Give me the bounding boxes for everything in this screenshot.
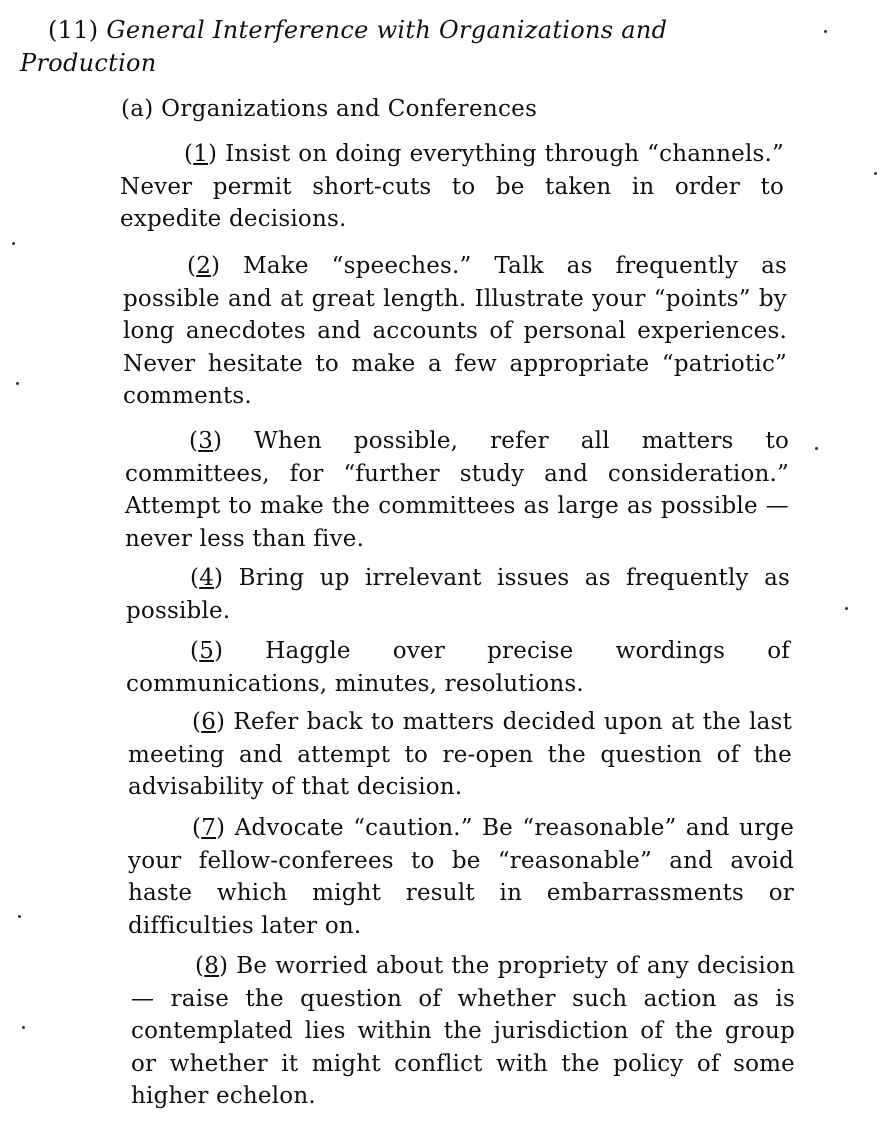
item-number: 1 <box>193 141 209 167</box>
list-item: (4) Bring up irrelevant issues as frequently as possible. <box>126 565 790 624</box>
scan-speck <box>845 607 848 610</box>
scan-speck <box>874 172 877 175</box>
item-text: Make “speeches.” Talk as frequently as possible and at great length. Illustrate your “points” by long anecdotes and accounts of personal experiences. Never hesitate to make a few appropriate “patriotic” comments. <box>123 253 787 409</box>
list-item: (8) Be worried about the propriety of any decision — raise the question of whether such action as is contemplated lies within the jurisdiction of the group or whether it might conflict with the policy of some higher echelon. <box>131 953 796 1109</box>
list-item: (3) When possible, refer all matters to committees, for “further study and consideration.” Attempt to make the committees as large as possible — never less than five. <box>125 428 790 552</box>
scan-speck <box>12 242 15 245</box>
item-number: 4 <box>199 565 215 591</box>
item-text: Haggle over precise wordings of communications, minutes, resolutions. <box>126 638 790 697</box>
section-number: (11) <box>48 16 99 44</box>
item-number: 8 <box>204 953 220 979</box>
scan-speck <box>824 30 827 33</box>
scan-speck <box>22 1026 25 1029</box>
list-item: (2) Make “speeches.” Talk as frequently as possible and at great length. Illustrate your “points” by long anecdotes and accounts of personal experiences. Never hesitate to make a few appropriate “patriotic” comments. <box>123 253 787 409</box>
list-item: (7) Advocate “caution.” Be “reasonable” and urge your fellow-conferees to be “reasonable” and avoid haste which might result in embarrassments or difficulties later on. <box>128 815 795 939</box>
list-item: (6) Refer back to matters decided upon at the last meeting and attempt to re-open the question of the advisability of that decision. <box>128 709 793 800</box>
list-item: (5) Haggle over precise wordings of communications, minutes, resolutions. <box>126 638 790 697</box>
section-heading <box>20 14 810 80</box>
item-text: Insist on doing everything through “channels.” Never permit short-cuts to be taken in order to expedite decisions. <box>120 141 784 232</box>
scan-speck <box>16 382 19 385</box>
item-text: Bring up irrelevant issues as frequently as possible. <box>126 565 790 624</box>
item-number: 2 <box>196 253 212 279</box>
scan-speck <box>815 447 818 450</box>
item-text: When possible, refer all matters to committees, for “further study and consideration.” Attempt to make the committees as large as possible — never less than five. <box>125 428 790 552</box>
item-text: Advocate “caution.” Be “reasonable” and urge your fellow-conferees to be “reasonable” and avoid haste which might result in embarrassments or difficulties later on. <box>128 815 795 939</box>
scan-speck <box>18 915 21 918</box>
item-number: 6 <box>201 709 217 735</box>
item-number: 5 <box>199 638 215 664</box>
subsection-heading: (a) Organizations and Conferences <box>121 96 538 122</box>
item-text: Be worried about the propriety of any decision — raise the question of whether such action as is contemplated lies within the jurisdiction of the group or whether it might conflict with the policy of some higher echelon. <box>131 953 796 1109</box>
item-number: 3 <box>198 428 214 454</box>
list-item: (1) Insist on doing everything through “channels.” Never permit short-cuts to be taken in order to expedite decisions. <box>120 141 784 232</box>
item-number: 7 <box>201 815 217 841</box>
item-text: Refer back to matters decided upon at the last meeting and attempt to re-open the question of the advisability of that decision. <box>128 709 793 800</box>
section-title: General Interference with Organizations and Production <box>20 16 668 77</box>
